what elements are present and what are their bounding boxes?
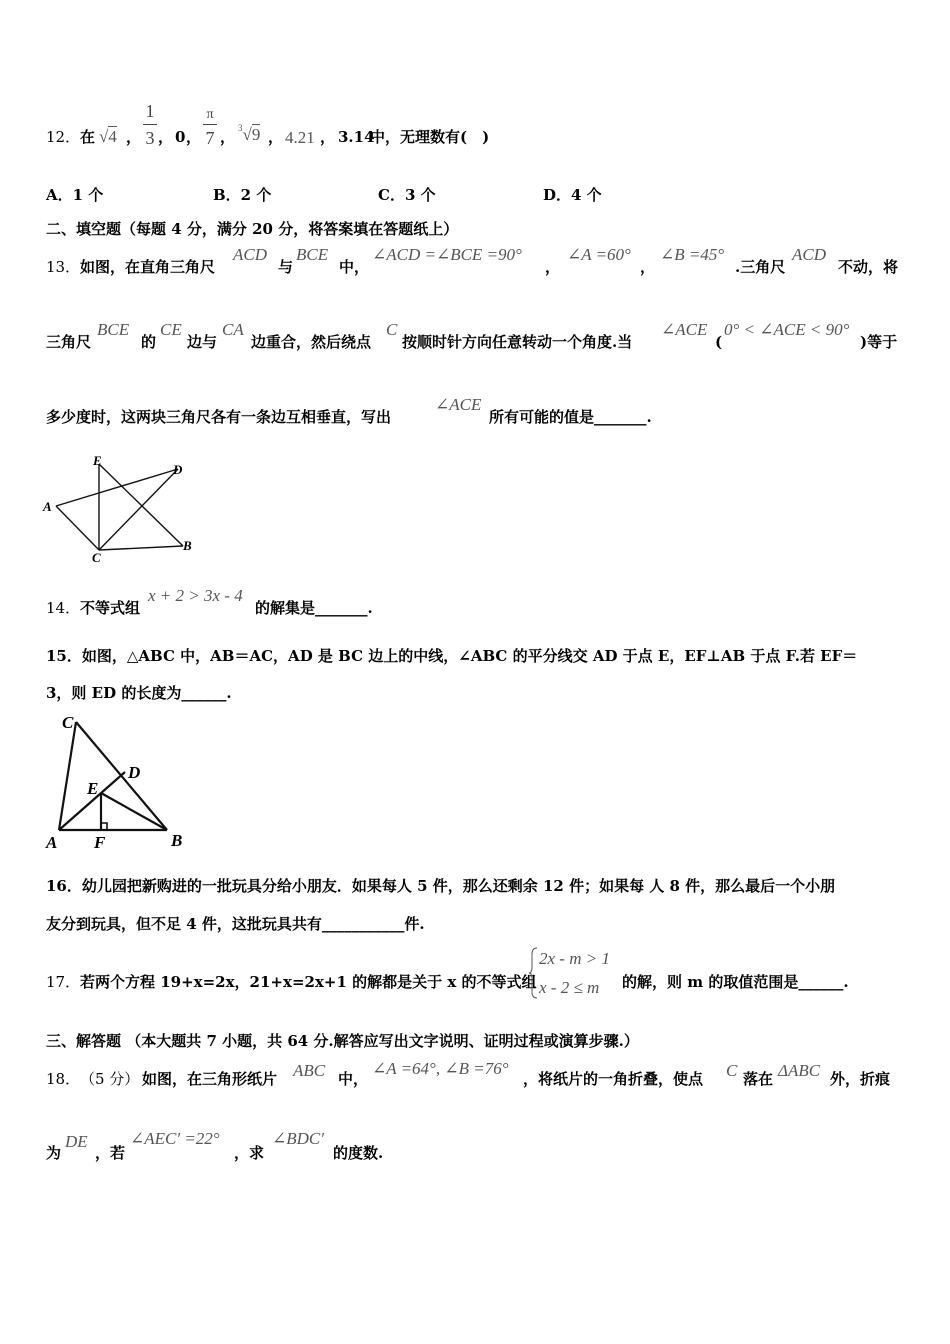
fig13-label-c: C (92, 550, 101, 565)
q13-angle-b: ∠B =45° (660, 245, 725, 264)
q13-text: 如图，在直角三角尺 (80, 258, 216, 276)
q13-ace2: ∠ACE (435, 395, 482, 414)
q13-text: 所有可能的值是_______. (489, 408, 652, 426)
q13-range: 0° < ∠ACE < 90° (724, 320, 850, 339)
q18-c: C (726, 1061, 738, 1080)
q12-frac1-num: 1 (145, 101, 155, 121)
sqrt-radicand: 4 (108, 127, 117, 146)
q18-text: ，求 (234, 1144, 265, 1162)
fig13-label-e: E (93, 453, 102, 468)
cbrt-radicand: 9 (251, 125, 261, 144)
edge-ca (59, 722, 76, 830)
q13-ce: CE (160, 320, 182, 339)
q16-line-2: 友分到玩具，但不足 4 件，这批玩具共有___________件. (46, 915, 425, 933)
q13-angle-a: ∠A =60° (567, 245, 631, 264)
q12-cbrt9 (238, 123, 261, 144)
sqrt-symbol-icon: √ (99, 127, 109, 146)
q13-c: C (386, 320, 398, 339)
q18-text: 为 (46, 1144, 62, 1162)
fig15-label-e: E (87, 779, 99, 798)
q18-angles: ∠A =64°, ∠B =76° (372, 1059, 509, 1078)
q17-text: 的解，则 m 的取值范围是______. (622, 973, 849, 991)
q17-inequality-1: 2x - m > 1 (539, 949, 610, 968)
q12-frac2-bar (203, 124, 217, 125)
q18-text: 落在 (743, 1070, 774, 1088)
q12-option-a: A．1 个 (46, 186, 104, 204)
q12-sqrt4 (99, 128, 117, 145)
q17-number: 17． (46, 973, 81, 991)
q13-ace: ∠ACE (661, 320, 708, 339)
cbrt-index: 3 (238, 123, 243, 134)
fig13-label-a: A (43, 499, 52, 514)
q15-line-2: 3，则 ED 的长度为______. (46, 684, 232, 702)
q18-text: 如图，在三角形纸片 (142, 1070, 278, 1088)
q13-text: ， (545, 258, 561, 276)
q13-text: 按顺时针方向任意转动一个角度.当 (402, 333, 633, 351)
q18-text: 中， (338, 1070, 369, 1088)
q13-acd2: ACD (792, 245, 826, 264)
q13-text: 边与 (187, 333, 218, 351)
q18-triangle: ΔABC (778, 1061, 821, 1080)
q15-line-1: 15．如图，△ABC 中，AB＝AC，AD 是 BC 边上的中线，∠ABC 的平分线交 AD 于点 E，EF⊥AB 于点 F.若 EF＝ (46, 647, 858, 665)
q17-brace (529, 947, 539, 999)
q13-text: 中， (339, 258, 370, 276)
q12-frac2-num: π (206, 107, 214, 122)
q13-bce2: BCE (97, 320, 130, 339)
q13-text: 多少度时，这两块三角尺各有一条边互相垂直，写出 (46, 408, 392, 426)
q18-de: DE (65, 1132, 88, 1151)
q12-zero: 0 (175, 128, 186, 146)
edge-ac (56, 506, 99, 550)
section-3-heading: 三、解答题 （本大题共 7 小题，共 64 分.解答应写出文字说明、证明过程或演算步骤.） (46, 1032, 639, 1050)
q18-text: ，将纸片的一角折叠，使点 (523, 1070, 704, 1088)
q18-aec: ∠AEC′ =22° (130, 1129, 220, 1148)
q13-text: .三角尺 (735, 258, 786, 276)
q12-option-b: B．2 个 (213, 186, 272, 204)
q14-text: 的解集是_______. (255, 599, 373, 617)
fig15-label-c: C (62, 713, 74, 732)
q12-suffix: 中，无理数有( ) (370, 128, 490, 146)
q13-text: )等于 (860, 333, 898, 351)
q18-bdc: ∠BDC′ (272, 1129, 324, 1148)
q18-number: 18． (46, 1070, 81, 1088)
section-2-heading: 二、填空题（每题 4 分，满分 20 分，将答案填在答题纸上） (46, 220, 459, 238)
q12-sep: ， (158, 128, 174, 146)
q14-inequality: x + 2 > 3x - 4 (148, 586, 243, 605)
q14-number: 14． (46, 599, 81, 617)
q12-314: 3.14 (338, 128, 375, 146)
q13-text: 与 (278, 258, 294, 276)
figure-15-triangle (40, 710, 200, 855)
q12-repeating: 4.21 (285, 128, 315, 147)
q12-sep: ， (126, 128, 142, 146)
fig15-label-a: A (46, 833, 58, 852)
q13-bce: BCE (296, 245, 329, 264)
q16-line-1: 16．幼儿园把新购进的一批玩具分给小朋友．如果每人 5 件，那么还剩余 12 件；如果每 人 8 件，那么最后一个小朋 (46, 877, 836, 895)
fig13-label-b: B (183, 538, 192, 553)
fig15-label-d: D (128, 763, 141, 782)
q12-option-c: C．3 个 (378, 186, 436, 204)
q12-sep: ， (220, 128, 236, 146)
fig13-label-d: D (173, 462, 183, 477)
q18-score: （5 分） (80, 1070, 140, 1088)
q13-text: 不动，将 (838, 258, 899, 276)
q13-text: 的 (141, 333, 157, 351)
q13-ca: CA (222, 320, 244, 339)
q13-text: 边重合，然后绕点 (251, 333, 372, 351)
figure-13-triangles (40, 450, 210, 565)
q13-text: ( (715, 333, 723, 351)
q12-sep: ， (268, 128, 284, 146)
q13-acd: ACD (233, 245, 267, 264)
q12-frac1-den: 3 (145, 128, 155, 148)
q12-frac2-den: 7 (205, 128, 215, 148)
q14-text: 不等式组 (80, 599, 141, 617)
q17-text: 若两个方程 19+x=2x，21+x=2x+1 的解都是关于 x 的不等式组 (80, 973, 537, 991)
sqrt-symbol-icon: √ (242, 125, 252, 144)
q12-sep: ， (186, 128, 202, 146)
q13-text: ， (640, 258, 656, 276)
q18-text: 外，折痕 (830, 1070, 891, 1088)
q13-text: 三角尺 (46, 333, 92, 351)
q18-abc: ABC (293, 1061, 326, 1080)
fig15-label-f: F (94, 833, 106, 852)
q17-inequality-2: x - 2 ≤ m (539, 978, 600, 997)
q12-prefix: 在 (80, 128, 96, 146)
edge-cb (99, 546, 183, 550)
q12-option-d: D．4 个 (543, 186, 602, 204)
q13-angle-eq: ∠ACD =∠BCE =90° (372, 245, 522, 264)
q13-number: 13． (46, 258, 81, 276)
segment-be (101, 793, 167, 830)
q18-text: 的度数. (333, 1144, 384, 1162)
q12-frac1-bar (143, 124, 157, 125)
fig15-label-b: B (171, 831, 183, 850)
q18-text: ，若 (95, 1144, 126, 1162)
q12-number: 12． (46, 128, 81, 146)
q12-sep: ， (320, 128, 336, 146)
